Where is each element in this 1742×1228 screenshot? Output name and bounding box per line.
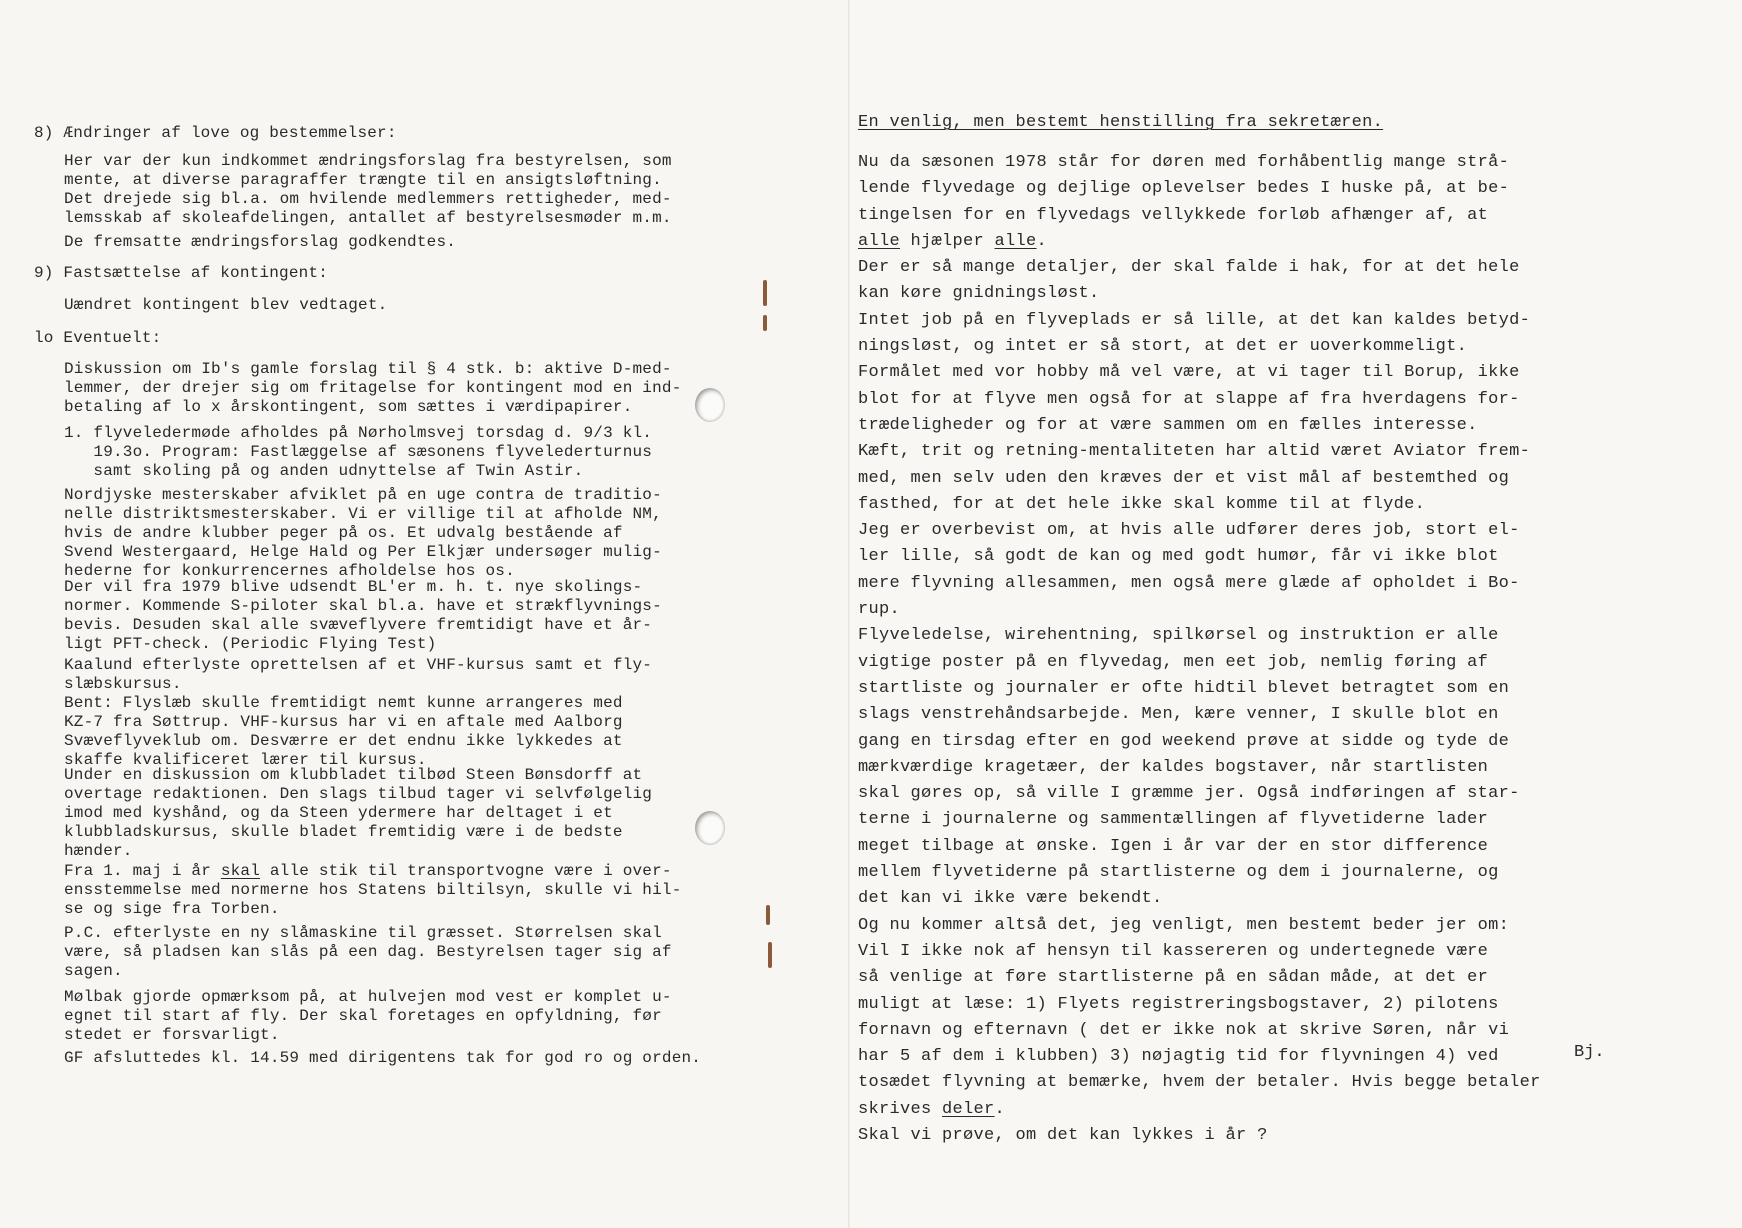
staple-mark [763, 315, 767, 331]
underlined-alle: alle [994, 231, 1037, 251]
staple-mark [763, 280, 767, 306]
item8-body: Her var der kun indkommet ændringsforslag fra bestyrelsen, som mente, at diverse paragraffer trængte til en ansigtsløftning. Det drejede sig bl.a. om hvilende medlemmers rettigheder, med- lemsskab af skoleafdelingen, antallet af bestyrelsesmøder m.m. [64, 152, 672, 227]
left-page [0, 0, 850, 1228]
item9-body: Uændret kontingent blev vedtaget. [64, 296, 388, 314]
underlined-alle: alle [858, 231, 901, 251]
body-text: Nu da sæsonen 1978 står for døren med forhåbentlig mange strå- lende flyvedage og dejlige oplevelser bedes I huske på, at be- tingelsen for en flyvedags vellykkede forløb afhænger af, at alle hjælper alle. Der er så mange detaljer, der skal falde i hak, for at det hele kan køre gnidningsløst. Intet job på en flyveplads er så lille, at det kan kaldes betyd- ningsløst, og intet er så stort, at det er uoverkommeligt. Formålet med vor hobby må vel være, at vi tager til Borup, ikke blot for at flyve men også for at slappe af fra hverdagens for- trædeligheder og for at være sammen om en fælles interesse. Kæft, trit og retning-mentaliteten har altid været Aviator frem- med, men selv uden den kræves der et vist mål af bestemthed og fasthed, for at det hele ikke skal komme til at flyde. Jeg er overbevist om, at hvis alle udfører deres job, stort el- ler lille, så godt de kan og med godt humør, får vi ikke blot mere flyvning allesammen, men også mere glæde af opholdet i Bo- rup. Flyveledelse, wirehentning, spilkørsel og instruktion er alle vigtige poster på en flyvedag, men eet job, nemlig føring af startliste og journaler er ofte hidtil blevet betragtet som en slags venstrehåndsarbejde. Men, kære venner, I skulle blot en gang en tirsdag efter en god weekend prøve at sidde og tyde de mærkværdige kragetæer, der kaldes bogstaver, når startlisten skal gøres op, så ville I græmme jer. Også indføringen af star- terne i journalerne og sammentællingen af flyvetiderne lader meget tilbage at ønske. Igen i år var der en stor difference mellem flyvetiderne på startlisterne og dem i journalerne, og det kan vi ikke være bekendt. Og nu kommer altså det, jeg venligt, men bestemt beder jer om: Vil I ikke nok af hensyn til kassereren og undertegnede være så venlige at føre startlisterne på en sådan måde, at det er muligt at læse: 1) Flyets registreringsbogstaver, 2) pilotens fornavn og efternavn ( det er ikke nok at skrive Søren, når vi har 5 af dem i klubben) 3) nøjagtig tid for flyvningen 4) ved tosædet flyvning at bemærke, hvem der betaler. Hvis begge betaler skrives deler. Skal vi prøve, om det kan lykkes i år ? [858, 153, 1541, 1145]
signature: Bj. [1574, 1043, 1605, 1062]
paragraph-nordjyske: Nordjyske mesterskaber afviklet på en uge contra de traditio- nelle distriktsmesterskaber. Vi er villige til at afholde NM, hvis de andre klubber peger på os. Et udvalg bestående af Svend Westergaard, Helge Hald og Per Elkjær undersøger mulig- hederne for konkurrencernes afholdelse hos os. [64, 486, 662, 580]
paragraph-maj: Fra 1. maj i år skal alle stik til transportvogne være i over- ensstemmelse med normerne hos Statens biltilsyn, skulle vi hil- se og sige fra Torben. [64, 862, 682, 918]
underlined-skal: skal [220, 862, 261, 880]
underlined-deler: deler [942, 1099, 995, 1119]
paragraph-bl: Der vil fra 1979 blive udsendt BL'er m. h. t. nye skolings- normer. Kommende S-piloter skal bl.a. have et strækflyvnings- bevis. Desuden skal alle svæveflyvere fremtidigt have et år- ligt PFT-check. (Periodic Flying Test) [64, 578, 662, 653]
paragraph-pc: P.C. efterlyste en ny slåmaskine til græsset. Størrelsen skal være, så pladsen kan slås på een dag. Bestyrelsen tager sig af sagen. [64, 924, 672, 980]
paragraph-diskussion: Diskussion om Ib's gamle forslag til § 4 stk. b: aktive D-med- lemmer, der drejer sig om fritagelse for kontingent mod en ind- betaling af lo x årskontingent, som sættes i værdipapirer. [64, 360, 682, 416]
staple-mark [768, 942, 772, 968]
punch-hole [695, 388, 725, 422]
item9-heading: 9) Fastsættelse af kontingent: [34, 264, 329, 282]
page-title: En venlig, men bestemt henstilling fra sekretæren. [858, 113, 1384, 132]
item8-approved: De fremsatte ændringsforslag godkendtes. [64, 233, 457, 251]
paragraph-gf-closing: GF afsluttedes kl. 14.59 med dirigentens tak for god ro og orden. [64, 1049, 702, 1067]
punch-hole [695, 811, 725, 845]
paragraph-flyveledermode: 1. flyveledermøde afholdes på Nørholmsvej torsdag d. 9/3 kl. 19.3o. Program: Fastlæggelse af sæsonens flyvelederturnus samt skoling på og anden udnyttelse af Twin Astir. [64, 424, 653, 480]
staple-mark [766, 905, 770, 925]
paragraph-klubblad: Under en diskussion om klubbladet tilbød Steen Bønsdorff at overtage redaktionen. Den slags tilbud tager vi selvfølgelig imod med kyshånd, og da Steen ydermere har deltaget i et klubbladskursus, skulle bladet fremtidig være i de bedste hænder. [64, 766, 653, 860]
paragraph-molbak: Mølbak gjorde opmærksom på, at hulvejen mod vest er komplet u- egnet til start af fly. Der skal foretages en opfyldning, før stedet er forsvarligt. [64, 988, 672, 1044]
item8-heading: 8) Ændringer af love og bestemmelser: [34, 124, 397, 142]
item10-heading: lo Eventuelt: [34, 329, 162, 347]
right-page [850, 0, 1742, 1228]
paragraph-kaalund: Kaalund efterlyste oprettelsen af et VHF-kursus samt et fly- slæbskursus. Bent: Flyslæb skulle fremtidigt nemt kunne arrangeres med KZ-7 fra Søttrup. VHF-kursus har vi en aftale med Aalborg Svæveflyveklub om. Desværre er det endnu ikke lykkedes at skaffe kvalificeret lærer til kursus. [64, 656, 653, 769]
